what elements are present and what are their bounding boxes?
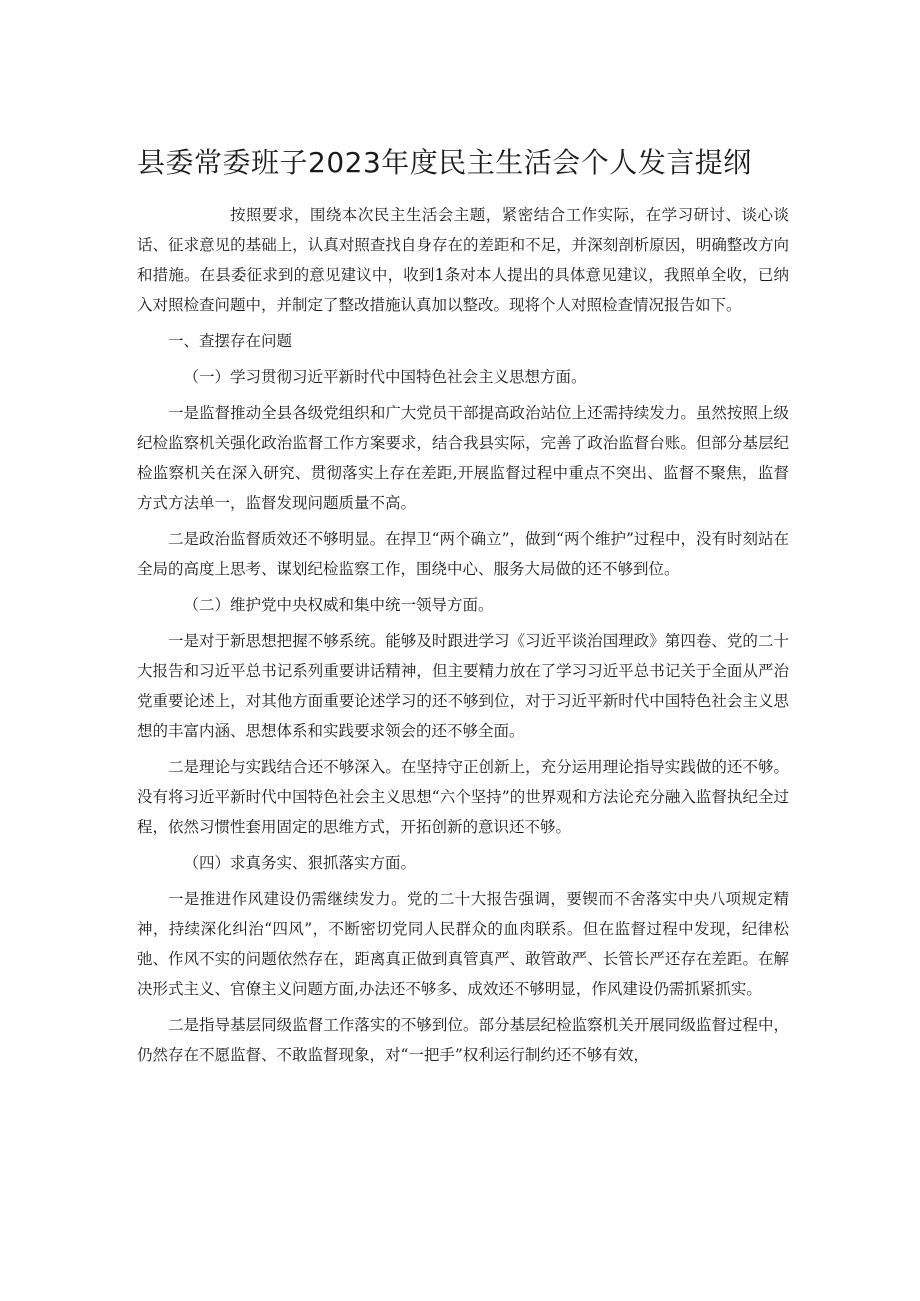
paragraph: 二是理论与实践结合还不够深入。在坚持守正创新上，充分运用理论指导实践做的还不够。没有将习近平新时代中国特色社会主义思想“六个坚持”的世界观和方法论充分融入监督执纪全过程，依然习惯性套用固定的思维方式，开拓创新的意识还不够。 <box>137 758 789 836</box>
document-title: 县委常委班子2023年度民主生活会个人发言提纲 <box>137 146 752 179</box>
paragraph: 一是对于新思想把握不够系统。能够及时跟进学习《习近平谈治国理政》第四卷、党的二十大报告和习近平总书记系列重要讲话精神，但主要精力放在了学习习近平总书记关于全面从严治党重要论述上，对其他方面重要论述学习的还不够到位，对于习近平新时代中国特色社会主义思想的丰富内涵、思想体系和实践要求领会的还不够全面。 <box>137 632 789 740</box>
paragraph: 二是政治监督质效还不够明显。在捍卫“两个确立”，做到“两个维护”过程中，没有时刻站在全局的高度上思考、谋划纪检监察工作，围绕中心、服务大局做的还不够到位。 <box>137 530 789 578</box>
subsection-heading-4: （四）求真务实、狠抓落实方面。 <box>183 854 417 872</box>
intro-paragraph: 按照要求，围绕本次民主生活会主题，紧密结合工作实际，在学习研讨、谈心谈话、征求意见的基础上，认真对照查找自身存在的差距和不足，并深刻剖析原因，明确整改方向和措施。在县委征求到的意见建议中，收到1条对本人提出的具体意见建议，我照单全收，已纳入对照检查问题中，并制定了整改措施认真加以整改。现将个人对照检查情况报告如下。 <box>137 206 789 314</box>
paragraph: 一是推进作风建设仍需继续发力。党的二十大报告强调，要锲而不舍落实中央八项规定精神，持续深化纠治“四风”，不断密切党同人民群众的血肉联系。但在监督过程中发现，纪律松弛、作风不实的问题依然存在，距离真正做到真管真严、敢管敢严、长管长严还存在差距。在解决形式主义、官僚主义问题方面,办法还不够多、成效还不够明显，作风建设仍需抓紧抓实。 <box>137 890 789 998</box>
subsection-heading-1: （一）学习贯彻习近平新时代中国特色社会主义思想方面。 <box>183 368 587 386</box>
paragraph: 二是指导基层同级监督工作落实的不够到位。部分基层纪检监察机关开展同级监督过程中，仍然存在不愿监督、不敢监督现象，对“一把手”权利运行制约还不够有效， <box>137 1016 789 1064</box>
document-body <box>137 200 789 1070</box>
section-heading-1: 一、查摆存在问题 <box>168 332 293 350</box>
paragraph: 一是监督推动全县各级党组织和广大党员干部提高政治站位上还需持续发力。虽然按照上级纪检监察机关强化政治监督工作方案要求，结合我县实际，完善了政治监督台账。但部分基层纪检监察机关在深入研究、贯彻落实上存在差距,开展监督过程中重点不突出、监督不聚焦，监督方式方法单一，监督发现问题质量不高。 <box>137 404 789 512</box>
subsection-heading-2: （二）维护党中央权威和集中统一领导方面。 <box>183 596 494 614</box>
